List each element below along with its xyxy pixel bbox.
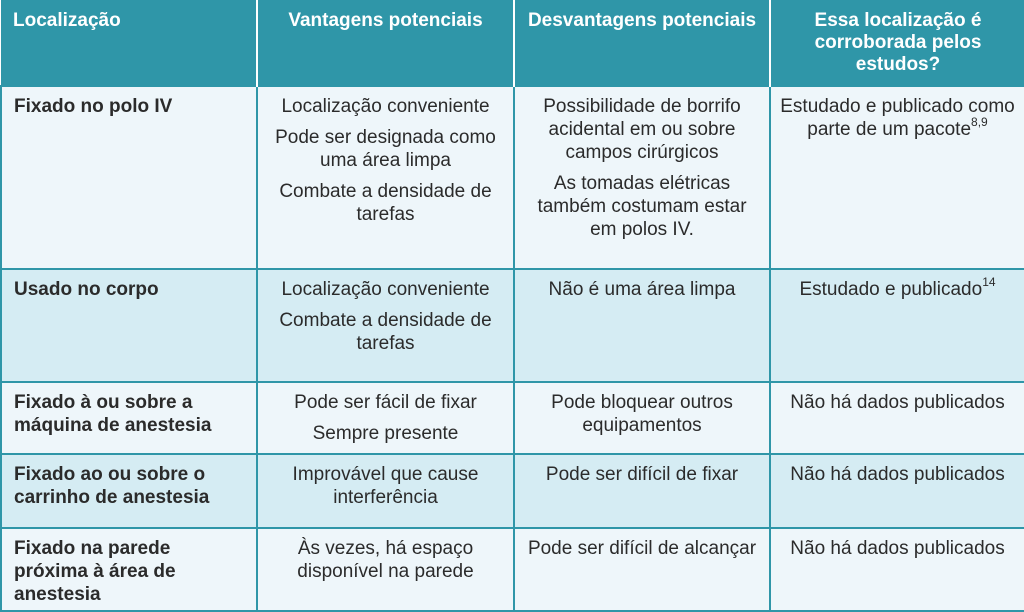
disadvantage-item: Pode ser difícil de alcançar (527, 538, 757, 559)
advantage-item: Às vezes, há espaço disponível na parede (297, 538, 474, 582)
advantage-item: Combate a densidade de tarefas (279, 181, 492, 225)
table-row (1, 528, 1024, 611)
disadvantage-item: Pode bloquear outros equipamentos (551, 392, 733, 436)
location-cell: Fixado à ou sobre a máquina de anestesia (1, 382, 257, 454)
advantage-item: Combate a densidade de tarefas (279, 310, 492, 354)
location-cell: Fixado na parede próxima à área de anestesia (1, 528, 257, 611)
advantage-item: Localização conveniente (281, 279, 490, 300)
header-row (1, 0, 1024, 86)
disadvantages-cell (514, 269, 770, 382)
disadvantages-cell (514, 528, 770, 611)
supported-cell: Não há dados publicados (770, 382, 1024, 454)
table-row (1, 269, 1024, 382)
supported-cell: Não há dados publicados (770, 454, 1024, 528)
reference-superscript: 8,9 (971, 114, 988, 129)
disadvantage-item: Não é uma área limpa (548, 279, 736, 300)
supported-cell: Não há dados publicados (770, 528, 1024, 611)
advantages-cell (257, 528, 514, 611)
header-location: Localização (1, 0, 257, 86)
location-cell: Fixado no polo IV (1, 86, 257, 269)
advantages-cell (257, 86, 514, 269)
disadvantages-cell (514, 382, 770, 454)
header-advantages: Vantagens potenciais (257, 0, 514, 86)
table-row (1, 86, 1024, 269)
reference-superscript: 14 (982, 274, 996, 289)
advantages-cell (257, 454, 514, 528)
disadvantages-cell (514, 86, 770, 269)
advantage-item: Localização conveniente (281, 96, 490, 117)
table-row (1, 382, 1024, 454)
advantages-cell (257, 382, 514, 454)
disadvantage-item: Possibilidade de borrifo acidental em ou sobre campos cirúrgicos (543, 96, 741, 163)
table-row (1, 454, 1024, 528)
supported-cell (770, 86, 1024, 269)
location-cell: Fixado ao ou sobre o carrinho de anestesia (1, 454, 257, 528)
disadvantage-item: As tomadas elétricas também costumam estar em polos IV. (537, 173, 747, 240)
location-cell: Usado no corpo (1, 269, 257, 382)
advantage-item: Improvável que cause interferência (292, 464, 479, 508)
supported-text: Estudado e publicado (799, 279, 983, 300)
advantage-item: Sempre presente (312, 423, 459, 444)
supported-text: Estudado e publicado como parte de um pacote (780, 96, 1015, 140)
advantage-item: Pode ser fácil de fixar (294, 392, 477, 413)
advantages-cell (257, 269, 514, 382)
advantage-item: Pode ser designada como uma área limpa (275, 127, 496, 171)
disadvantage-item: Pode ser difícil de fixar (545, 464, 739, 485)
supported-cell (770, 269, 1024, 382)
header-disadvantages: Desvantagens potenciais (514, 0, 770, 86)
header-supported: Essa localização é corroborada pelos estudos? (770, 0, 1024, 86)
disadvantages-cell (514, 454, 770, 528)
